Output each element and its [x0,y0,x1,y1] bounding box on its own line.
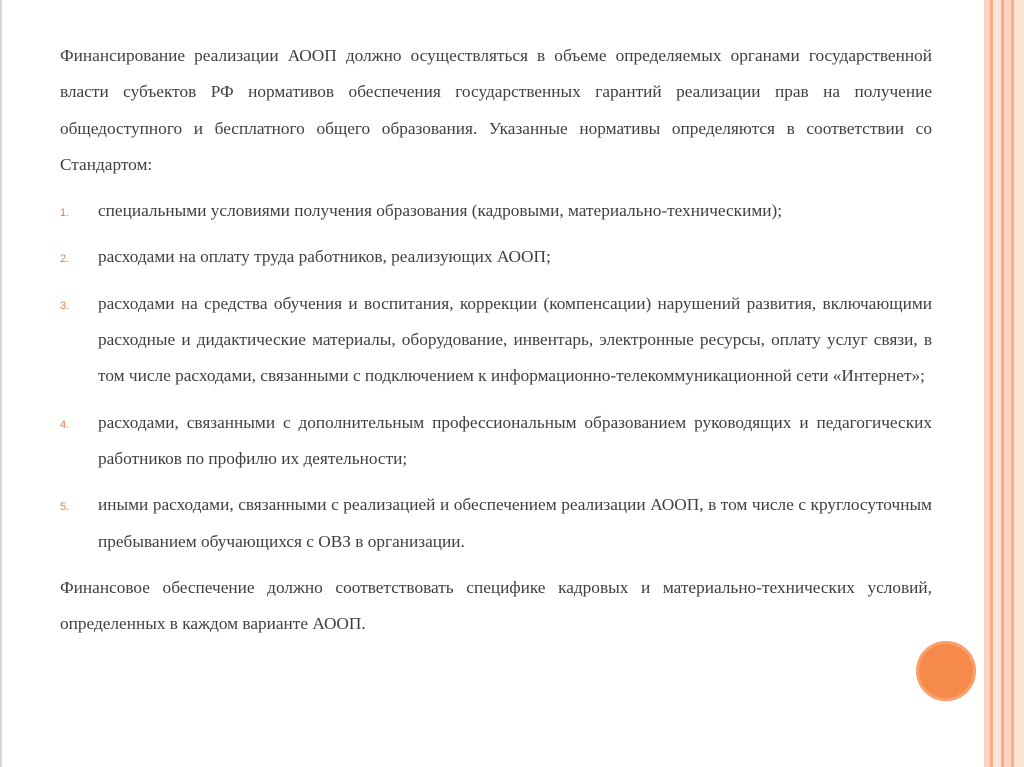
list-item-text: специальными условиями получения образования (кадровыми, материально-техническими); [98,201,783,221]
list-number: 1. [60,207,70,220]
list-item-text: расходами на оплату труда работников, реализующих АООП; [98,247,551,267]
list-number: 4. [60,418,70,431]
list-item-text: иными расходами, связанными с реализацией и обеспечением реализации АООП, в том числе с круглосуточным пребыванием обучающихся с ОВЗ в организации. [98,495,932,551]
stripe [1004,0,1011,767]
stripe [993,0,1001,767]
expense-list [60,193,932,560]
slide-left-border [0,0,2,767]
outro-paragraph: Финансовое обеспечение должно соответствовать специфике кадровых и материально-технических условий, определенных в каждом варианте АООП. [60,577,932,634]
stripe [1014,0,1024,767]
list-number: 3. [60,299,70,312]
list-number: 2. [60,253,70,266]
slide-body [60,38,932,652]
list-item [60,405,932,478]
intro-paragraph: Финансирование реализации АООП должно осуществляться в объеме определяемых органами государственной власти субъектов РФ нормативов обеспечения государственных гарантий реализации прав на получение общедоступного и бесплатного общего образования. Указанные нормативы определяются в соответствии со Стандартом: [60,46,932,174]
list-item-text: расходами на средства обучения и воспитания, коррекции (компенсации) нарушений развития, включающими расходные и дидактические материалы, оборудование, инвентарь, электронные ресурсы, оплату услуг связи, в том числе расходами, связанными с подключением к информационно-телекоммуникационной сети «Интернет»; [98,293,932,386]
list-item [60,286,932,395]
decorative-stripes [984,0,1024,767]
list-number: 5. [60,501,70,514]
list-item [60,193,932,229]
list-item [60,239,932,275]
list-item [60,487,932,560]
list-item-text: расходами, связанными с дополнительным профессиональным образованием руководящих и педагогических работников по профилю их деятельности; [98,412,932,468]
decorative-circle [916,641,976,701]
